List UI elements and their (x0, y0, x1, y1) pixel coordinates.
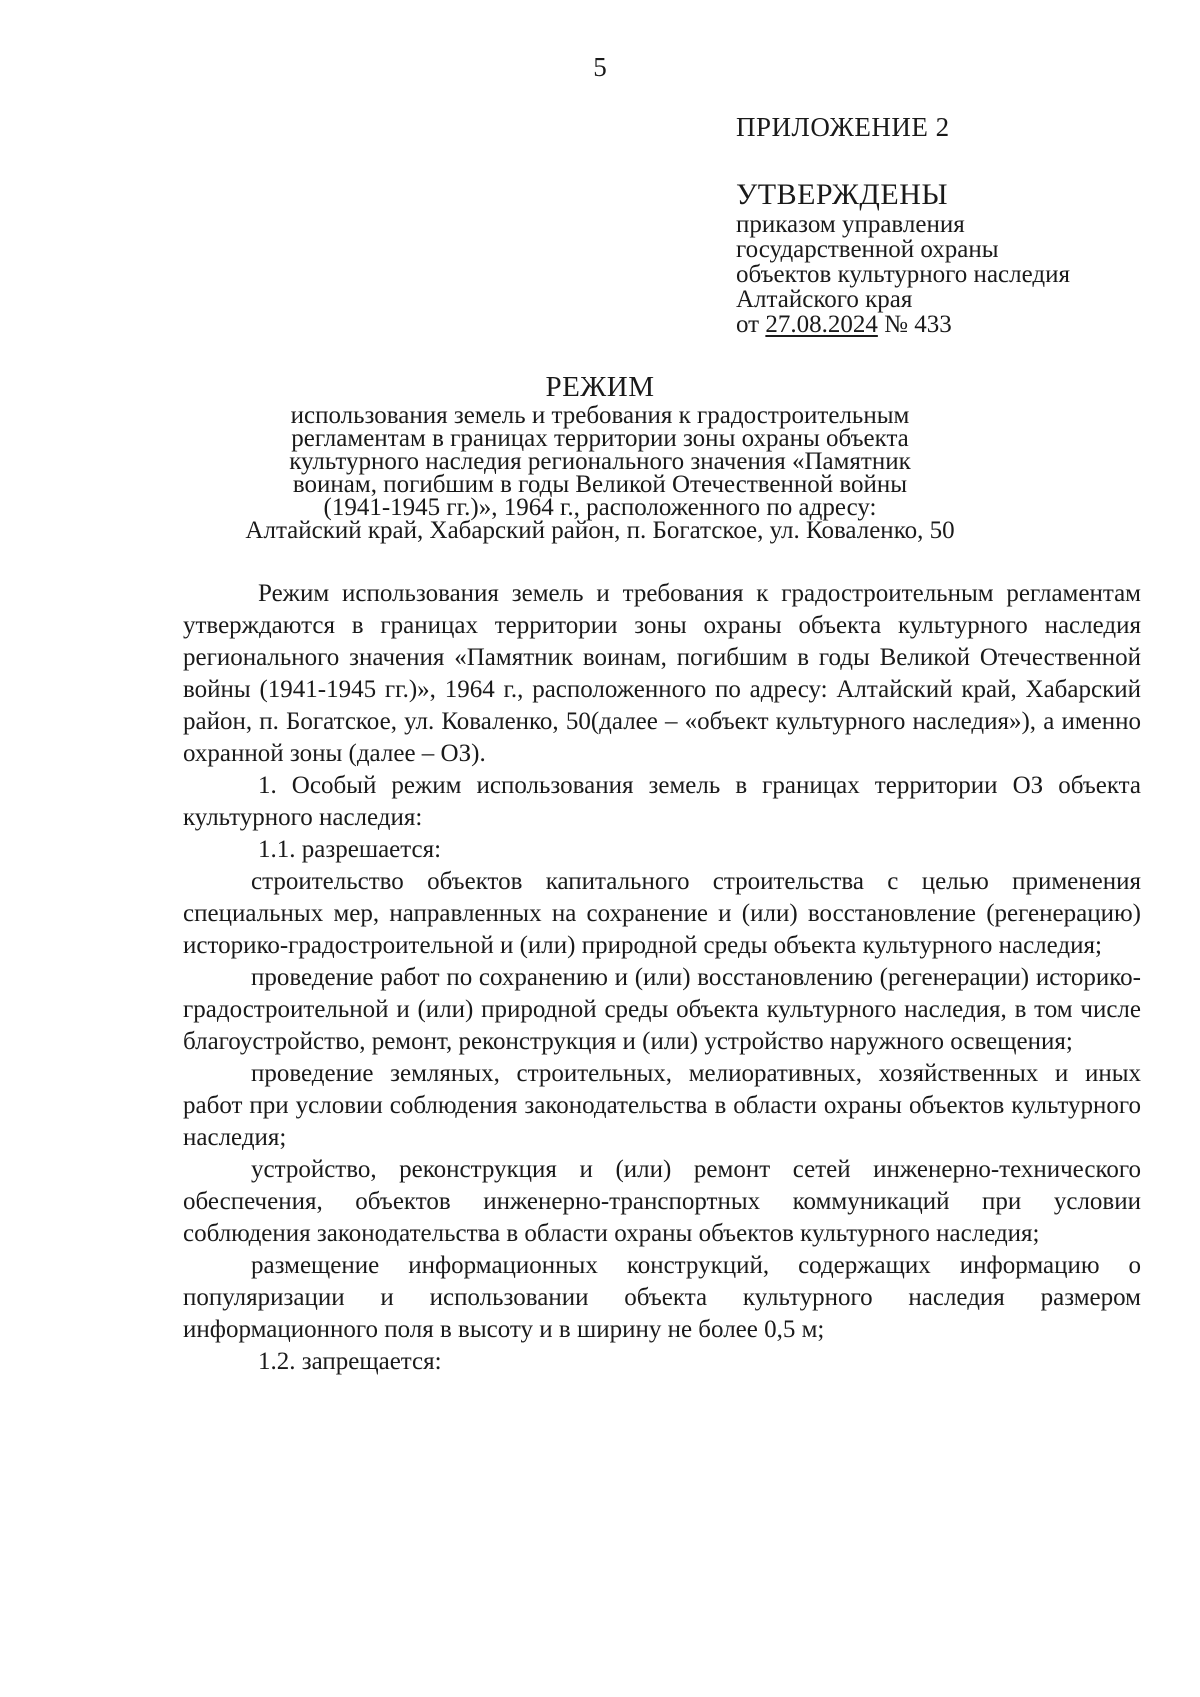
order-number: № 433 (884, 311, 952, 338)
order-prefix: от (736, 311, 760, 338)
approval-line: Алтайского края (736, 286, 913, 313)
order-date: 27.08.2024 (765, 311, 878, 338)
section-heading: 1. Особый режим использования земель в границах территории ОЗ объекта культурного наследия: (183, 772, 1141, 831)
permitted-item: проведение земляных, строительных, мелиоративных, хозяйственных и иных работ при условии соблюдения законодательства в области охраны объектов культурного наследия; (183, 1060, 1141, 1151)
page-number: 5 (593, 52, 607, 82)
document-body (183, 578, 1141, 1378)
document-subtitle-line: (1941-1945 гг.)», 1964 г., расположенного по адресу: (323, 494, 877, 521)
document-subtitle-line: Алтайский край, Хабарский район, п. Богатское, ул. Коваленко, 50 (245, 517, 955, 544)
approval-block (736, 178, 1176, 337)
approval-line: объектов культурного наследия (736, 261, 1070, 288)
subsection-heading: 1.1. разрешается: (258, 836, 442, 863)
document-subtitle-line: воинам, погибшим в годы Великой Отечественной войны (292, 471, 908, 498)
permitted-item: строительство объектов капитального строительства с целью применения специальных мер, направленных на сохранение и (или) восстановление (регенерацию) историко-градостроительной и (или) природной среды объекта культурного наследия; (183, 868, 1141, 959)
approval-line: государственной охраны (736, 236, 999, 263)
permitted-item: проведение работ по сохранению и (или) восстановлению (регенерации) историко-градостроительной и (или) природной среды объекта культурного наследия, в том числе благоустройство, ремонт, реконструкция и (или) устройство наружного освещения; (183, 964, 1141, 1055)
approval-line: приказом управления (736, 211, 965, 238)
approved-label: УТВЕРЖДЕНЫ (736, 178, 949, 211)
permitted-item: размещение информационных конструкций, содержащих информацию о популяризации и использовании объекта культурного наследия размером информационного поля в высоту и в ширину не более 0,5 м; (183, 1252, 1141, 1343)
document-title-block (150, 370, 1050, 542)
document-subtitle-line: регламентам в границах территории зоны охраны объекта (291, 425, 909, 452)
order-reference (736, 312, 1176, 337)
appendix-label: ПРИЛОЖЕНИЕ 2 (736, 112, 950, 142)
permitted-item: устройство, реконструкция и (или) ремонт сетей инженерно-технического обеспечения, объектов инженерно-транспортных коммуникаций при условии соблюдения законодательства в области охраны объектов культурного наследия; (183, 1156, 1141, 1247)
document-subtitle-line: использования земель и требования к градостроительным (290, 402, 910, 429)
document-title: РЕЖИМ (545, 371, 655, 403)
subsection-heading: 1.2. запрещается: (258, 1348, 442, 1375)
intro-paragraph: Режим использования земель и требования к градостроительным регламентам утверждаются в границах территории зоны охраны объекта культурного наследия регионального значения «Памятник воинам, погибшим в годы Великой Отечественной войны (1941-1945 гг.)», 1964 г., расположенного по адресу: Алтайский край, Хабарский район, п. Богатское, ул. Коваленко, 50(далее – «объект культурного наследия»), а именно охранной зоны (далее – ОЗ). (183, 580, 1141, 767)
document-subtitle-line: культурного наследия регионального значения «Памятник (289, 448, 911, 475)
